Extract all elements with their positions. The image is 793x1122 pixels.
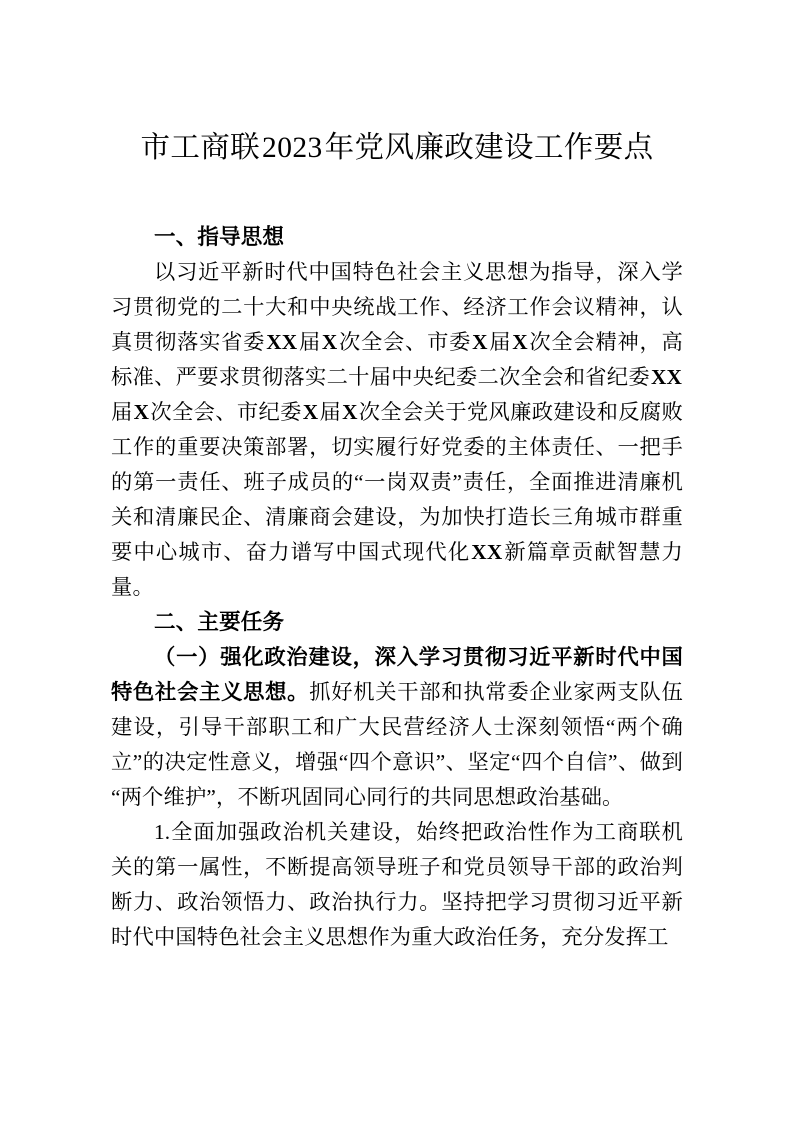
placeholder-token: X xyxy=(321,330,338,354)
paragraph-text: 新篇章贡献智慧力量。 xyxy=(111,540,684,599)
section-heading: 二、主要任务 xyxy=(154,610,285,635)
placeholder-token: X xyxy=(302,400,319,424)
title-prefix: 市工商联 xyxy=(140,132,261,164)
document-body xyxy=(111,220,683,955)
paragraph-text: 届 xyxy=(298,330,321,354)
paragraph-text: 届 xyxy=(488,330,512,354)
paragraph-text: 次全会、市委 xyxy=(338,330,472,354)
paragraph-text: 次全会、市纪委 xyxy=(150,400,302,424)
paragraph-text: 抓好机关干部和执常委企业家两支队伍建设，引导干部职工和广大民营经济人士深刻领悟“两个确立”的决定性意义，增强“四个意识”、坚定“四个自信”、做到“两个维护”，不断巩固同心同行的共同思想政治基础。 xyxy=(111,680,683,809)
item-number: 1. xyxy=(154,820,171,844)
placeholder-token: X xyxy=(342,400,358,424)
task-one-item-1 xyxy=(111,815,683,955)
paragraph-text: 届 xyxy=(319,400,342,424)
placeholder-token: XX xyxy=(471,540,503,564)
page-title xyxy=(111,0,683,168)
document-content xyxy=(111,0,683,955)
placeholder-token: X xyxy=(512,330,528,354)
section-heading: 一、指导思想 xyxy=(154,225,285,250)
placeholder-token: XX xyxy=(266,330,298,354)
paragraph-text: 届 xyxy=(111,400,133,424)
title-year: 2023 xyxy=(262,132,323,164)
paragraph-text: 次全会关于党风廉政建设和反腐败工作的重要决策部署，切实履行好党委的主体责任、一把手的第一责任、班子成员的“一岗双责”责任，全面推进清廉机关和清廉民企、清廉商会建设，为加快打造长三角城市群重要中心城市、奋力谱写中国式现代化 xyxy=(111,400,683,564)
title-suffix: 年党风廉政建设工作要点 xyxy=(324,132,654,164)
placeholder-token: X xyxy=(472,330,488,354)
guiding-ideology-body xyxy=(111,255,683,605)
placeholder-token: XX xyxy=(650,365,682,389)
paragraph-text: 全面加强政治机关建设，始终把政治性作为工商联机关的第一属性，不断提高领导班子和党员领导干部的政治判断力、政治领悟力、政治执行力。坚持把学习贯彻习近平新时代中国特色社会主义思想作为重大政治任务，充分发挥工 xyxy=(111,820,683,949)
placeholder-token: X xyxy=(133,400,150,424)
paragraph-text: 次全会精神，高标准、严要求贯彻落实二十届中央纪委二次全会和省纪委 xyxy=(111,330,683,389)
task-one-body xyxy=(111,640,683,815)
lead-sentence: （一）强化政治建设，深入学习贯彻习近平新时代中国特色社会主义思想。 xyxy=(111,645,683,704)
paragraph-text: 以习近平新时代中国特色社会主义思想为指导，深入学习贯彻党的二十大和中央统战工作、经济工作会议精神，认真贯彻落实省委 xyxy=(111,260,683,354)
